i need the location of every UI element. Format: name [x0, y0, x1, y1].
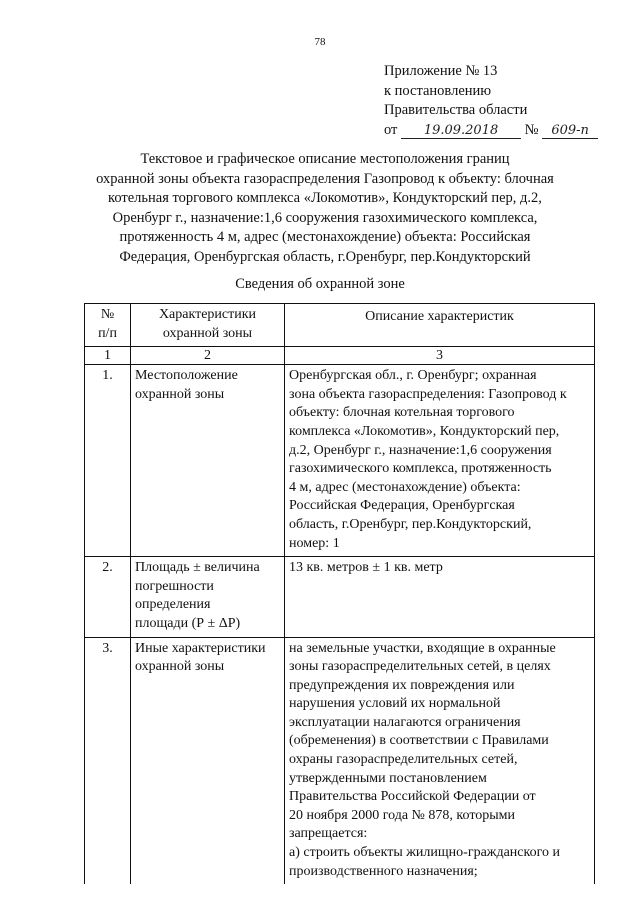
text-line: д.2, Оренбург г., назначение:1,6 сооружения	[289, 442, 552, 458]
text-line: нарушения условий их нормальной	[289, 696, 501, 712]
header-num-line: №	[100, 307, 115, 322]
row-description	[285, 557, 595, 637]
text-line: Местоположение	[135, 368, 238, 384]
document-title	[80, 150, 570, 267]
text-line: утвержденными постановлением	[289, 770, 487, 786]
appendix-date-line	[384, 121, 598, 141]
header-char-line: охранной зоны	[162, 325, 253, 341]
text-line: эксплуатации налагаются ограничения	[289, 714, 521, 730]
row-description	[285, 365, 595, 557]
title-line: Оренбург г., назначение:1,6 сооружения газохимического комплекса,	[112, 209, 538, 226]
text-line: производственного назначения;	[289, 863, 478, 879]
row-characteristic	[131, 365, 285, 557]
text-line: газохимического комплекса, протяженность	[289, 461, 552, 477]
text-line: предупреждения их повреждения или	[289, 677, 515, 693]
table-row	[85, 365, 595, 557]
text-line: охраны газораспределительных сетей,	[289, 752, 518, 768]
header-characteristics	[131, 304, 285, 347]
text-line: охранной зоны	[135, 659, 225, 675]
appendix-line-3: Правительства области	[384, 102, 528, 118]
table-index-row	[85, 347, 595, 365]
text-line: Иные характеристики	[135, 640, 266, 656]
appendix-title: Приложение № 13	[384, 63, 498, 79]
text-line: (обременения) в соответствии с Правилами	[289, 733, 549, 749]
row-number: 2.	[85, 557, 131, 637]
text-line: погрешности	[135, 578, 214, 594]
appendix-block	[384, 62, 598, 140]
text-line: зона объекта газораспределения: Газопровод к	[289, 386, 567, 402]
text-line: 13 кв. метров ± 1 кв. метр	[289, 560, 443, 576]
text-line: охранной зоны	[135, 386, 225, 402]
text-line: Оренбургская обл., г. Оренбург; охранная	[289, 368, 537, 384]
text-line: Российская Федерация, Оренбургская	[289, 498, 515, 514]
text-line: площади (Р ± ΔР)	[135, 615, 241, 631]
row-number: 1.	[85, 365, 131, 557]
text-line: определения	[135, 597, 211, 613]
header-num	[85, 304, 131, 347]
row-number: 3.	[85, 637, 131, 884]
appendix-line-2: к постановлению	[384, 82, 492, 99]
text-line: объекту: блочная котельная торгового	[289, 405, 515, 421]
text-line: запрещается:	[289, 826, 368, 842]
page-number: 78	[314, 36, 326, 48]
date-prefix: от	[384, 121, 398, 138]
number-value: 609-п	[542, 124, 598, 139]
table-header-row	[85, 304, 595, 347]
header-num-line: п/п	[98, 325, 117, 341]
text-line: 4 м, адрес (местонахождение) объекта:	[289, 479, 521, 495]
table-row	[85, 637, 595, 884]
index-cell: 2	[131, 347, 285, 365]
text-line: зоны газораспределительных сетей, в целях	[289, 659, 551, 675]
header-description: Описание характеристик	[285, 304, 595, 347]
text-line: Площадь ± величина	[135, 560, 260, 576]
text-line: область, г.Оренбург, пер.Кондукторский,	[289, 516, 532, 532]
text-line: а) строить объекты жилищно-гражданского и	[289, 845, 560, 861]
number-prefix: №	[524, 121, 539, 138]
section-subtitle: Сведения об охранной зоне	[235, 276, 405, 292]
text-line: Правительства Российской Федерации от	[289, 789, 536, 805]
row-description	[285, 637, 595, 884]
index-cell: 3	[285, 347, 595, 365]
row-characteristic	[131, 637, 285, 884]
text-line: комплекса «Локомотив», Кондукторский пер,	[289, 423, 560, 439]
text-line: на земельные участки, входящие в охранные	[289, 640, 556, 656]
title-line: охранной зоны объекта газораспределения Газопровод к объекту: блочная	[96, 170, 554, 187]
text-line: 20 ноября 2000 года № 878, которыми	[289, 807, 516, 823]
title-line: Федерация, Оренбургская область, г.Оренбург, пер.Кондукторский	[119, 248, 531, 265]
text-line: номер: 1	[289, 535, 340, 551]
title-line: котельная торгового комплекса «Локомотив», Кондукторский пер, д.2,	[108, 190, 542, 206]
table-row	[85, 557, 595, 637]
title-line: Текстовое и графическое описание местоположения границ	[140, 151, 510, 167]
index-cell: 1	[85, 347, 131, 365]
row-characteristic	[131, 557, 285, 637]
date-value: 19.09.2018	[401, 124, 521, 139]
header-char-line: Характеристики	[158, 307, 257, 322]
protection-zone-table	[84, 303, 595, 884]
title-line: протяженность 4 м, адрес (местонахождение) объекта: Российская	[119, 229, 531, 245]
